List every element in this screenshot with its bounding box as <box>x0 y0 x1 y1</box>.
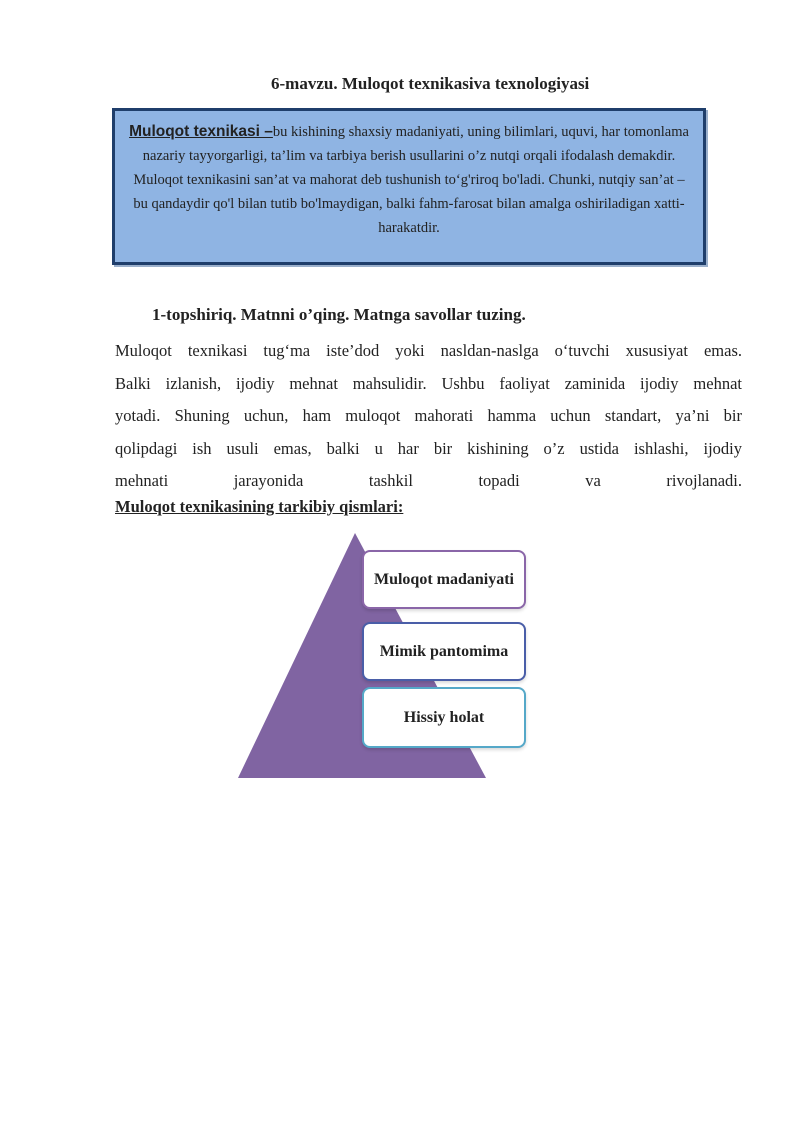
paragraph-line: yotadi. Shuning uchun, ham muloqot mahorati hamma uchun standart, ya’ni bir <box>115 406 742 425</box>
pyramid-item-hissiy-holat: Hissiy holat <box>362 687 526 748</box>
paragraph-line: Muloqot texnikasi tug‘ma iste’dod yoki nasldan-naslga o‘tuvchi xususiyat emas. <box>115 341 742 360</box>
section-subheading: Muloqot texnikasining tarkibiy qismlari: <box>115 497 404 516</box>
paragraph-line: mehnati jarayonida tashkil topadi va rivojlanadi. <box>115 471 742 490</box>
definition-term: Muloqot texnikasi – <box>129 123 273 140</box>
body-paragraph <box>115 335 742 498</box>
paragraph-line: qolipdagi ish usuli emas, balki u har bir kishining o’z ustida ishlashi, ijodiy <box>115 438 742 458</box>
page-title: 6-mavzu. Muloqot texnikasiva texnologiyasi <box>271 74 590 93</box>
definition-box <box>112 108 706 265</box>
paragraph-line: Balki izlanish, ijodiy mehnat mahsulidir. Ushbu faoliyat zaminida ijodiy mehnat <box>115 373 742 393</box>
pyramid-item-mimik-pantomima: Mimik pantomima <box>362 622 526 681</box>
task-heading: 1-topshiriq. Matnni o’qing. Matnga savollar tuzing. <box>152 305 526 324</box>
pyramid-item-muloqot-madaniyati: Muloqot madaniyati <box>362 550 526 609</box>
definition-text: bu kishining shaxsiy madaniyati, uning bilimlari, uquvi, har tomonlama nazariy tayyorgarligi, ta’lim va tarbiya berish usullarini o’z nutqi orqali ifodalash demakdir. Muloqot texnikasini san’at va mahorat deb tushunish to‘g'riroq bo'ladi. Chunki, nutqiy san’at – bu qandaydir qo'l bilan tutib bo'lmaydigan, balki fahm-farosat bilan amalga oshiriladigan xatti-harakatdir. <box>133 124 689 236</box>
